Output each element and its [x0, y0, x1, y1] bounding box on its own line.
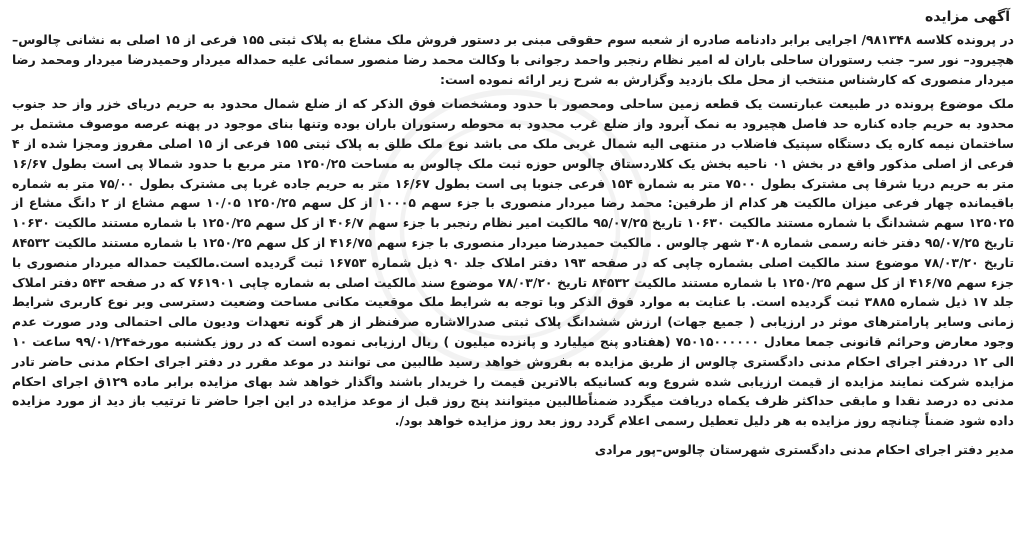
- notice-intro: در پرونده کلاسه ۹۸۱۳۴۸/ اجرایی برابر دادنامه صادره از شعبه سوم حقوقی مبنی بر دستور فروش ملک مشاع به پلاک ثبتی ۱۵۵ فرعی از ۱۵ اصلی به نشانی چالوس– هچیرود– نور سر– جنب رستوران ساحلی باران له امیر نظام رنجبر واحمد رجوانی با وکالت محمد رضا منصور سمائی علیه حمداله میردار وحمیدرضا میردار ومحمد رضا میردار منصوری که کارشناس منتخب از محل ملک بازدید وگزارش به شرح زیر ارائه نموده است:: [12, 32, 1015, 87]
- notice-signature: مدیر دفتر اجرای احکام مدنی دادگستری شهرستان چالوس–پور مرادی: [594, 441, 1014, 457]
- notice-body: ملک موضوع پرونده در طبیعت عبارتست یک قطعه زمین ساحلی ومحصور با حدود ومشخصات فوق الذکر که از ضلع شمال محدود به حریم دریای خزر واز حد جنوب محدود به حریم جاده کناره حد فاصل هچیرود به نمک آبرود واز ضلع غرب محدود به محوطه رستوران باران بوده وتنها بنای موجود در پهنه عرصه موصوف مشتمل بر ساختمان نیمه کاره یک دستگاه سپتیک فاضلاب در منتهی الیه شمال غربی ملک می باشد نوع ملک طلق به پلاک ثبتی ۱۵۵ فرعی از ۱۵ اصلی مفروز ومجزا شده از ۴ فرعی از اصلی مذکور واقع در بخش ۰۱ ناحیه بخش یک کلاردستاق چالوس حوزه ثبت ملک چالوس به مساحت ۱۲۵۰/۲۵ متر مربع با حدود شمالا پی است بطول ۱۶/۶۷ متر به حریم دریا شرقا پی مشترک بطول ۷۵۰۰ متر به شماره ۱۵۴ فرعی جنوبا پی است بطول ۱۶/۶۷ متر به حریم جاده غربا پی مشترک بطول ۷۵/۰۰ متر به شماره باقیمانده چهار فرعی میزان مالکیت هر کدام از طرفین: محمد رضا میردار منصوری با جزء سهم ۱۰۰۰۵ از کل سهم ۱۲۵۰/۲۵ ۱۰/۰۵ سهم مشاع از ۲ دانگ مشاع از ۱۲۵۰۲۵ سهم ششدانگ با شماره مستند مالکیت ۱۰۶۳۰ تاریخ ۹۵/۰۷/۲۵ مالکیت امیر نظام رنجبر با جزء سهم ۴۰۶/۷ از کل سهم ۱۲۵۰/۲۵ با شماره مستند مالکیت ۱۰۶۳۰ تاریخ ۹۵/۰۷/۲۵ دفتر خانه رسمی شماره ۳۰۸ شهر چالوس . مالکیت حمیدرضا میردار منصوری با جزء سهم ۴۱۶/۷۵ از کل سهم ۱۲۵۰/۲۵ با شماره مستند مالکیت ۸۴۵۳۲ تاریخ ۷۸/۰۳/۲۰ موضوع سند مالکیت اصلی بشماره چاپی که در صفحه ۱۹۳ دفتر املاک جلد ۹۰ ذیل شماره ۱۶۷۵۳ ثبت گردیده است.مالکیت حمداله میردار منصوری با جزء سهم ۴۱۶/۷۵ از کل سهم ۱۲۵۰/۲۵ با شماره مستند مالکیت ۸۴۵۳۲ تاریخ ۷۸/۰۳/۲۰ موضوع سند مالکیت اصلی به شماره چاپی ۷۶۱۹۰۱ که در صفحه ۵۴۳ دفتر املاک جلد ۱۷ ذیل شماره ۳۸۸۵ ثبت گردیده است. با عنایت به موارد فوق الذکر وبا توجه به شرایط ملک موقعیت مکانی مساحت وضعیت دسترسی وبر نوع کاربری شرایط زمانی وسایر پارامترهای موثر در ارزیابی ( جمیع جهات) ارزش ششدانگ پلاک ثبتی صدرالاشاره صرفنظر از هر گونه تعهدات ودیون مالی احتمالی ودر صورت عدم وجود معارض وحرائم قانونی جمعا معادل ۷۵۰۱۵۰۰۰۰۰۰ (هفتادو پنج میلیارد و پانزده میلیون ) ریال ارزیابی نموده است که در روز یکشنبه مورخه۹۹/۰۱/۲۴ ساعت ۱۰ الی ۱۲ دردفتر اجرای احکام مدنی دادگستری چالوس از طریق مزایده به بفروش خواهد رسید طالبین می توانند در موعد مقرر در دفتر اجرای احکام مدنی حاضر تادر مزایده شرکت نمایند مزایده از قیمت ارزیابی شده شروع وبه کسانیکه بالاترین قیمت را خریدار باشند واگذار خواهد شد بهای مزایده برابر ماده ۱۲۹ق اجرای احکام مدنی ده درصد نقدا و مابقی حداکثر ظرف یکماه دریافت میگردد ضمناًطالبین میتوانند پنج روز قبل از موعد مزایده در این اجرا حاضر تا ترتیب باز دید از مورد مزایده داده شود ضمناً چنانچه روز مزایده به هر دلیل تعطیل رسمی اعلام گردد روز بعد روز مزایده خواهد بود/.: [12, 96, 1015, 429]
- notice-title: آگهی مزایده: [924, 9, 1010, 25]
